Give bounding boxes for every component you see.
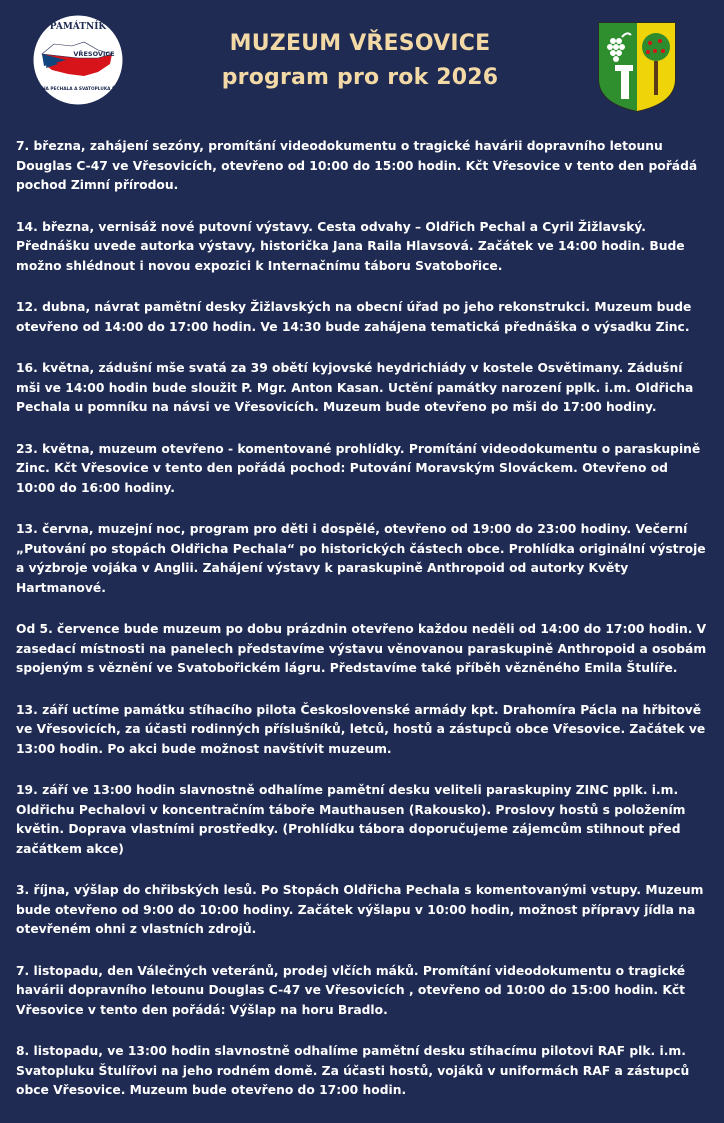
program-item-4: 16. května, zádušní mše svatá za 39 obětí kyjovské heydrichiády v kostele Osvětimany. Zádušní mši ve 14:00 hodin bude sloužit P. Mgr. Anton Kasan. Uctění památky narození pplk. i.m. Oldřicha Pechala u pomníku na návsi ve Vřesovicích. Muzeum bude otevřeno po mši do 17:00 hodiny.	[16, 361, 694, 414]
program-item-11: 7. listopadu, den Válečných veteránů, prodej vlčích máků. Promítání videodokumentu o tragické havárii dopravního letounu Douglas C-47 ve Vřesovicích , otevřeno od 10:00 do 15:00 hodin. Kčt Vřesovice v tento den pořádá: Výšlap na horu Bradlo.	[16, 963, 686, 1017]
logo-top-text: PAMÁTNÍK	[49, 22, 107, 32]
logo-middle-text: VŘESOVICE	[73, 50, 115, 58]
pamatnik-vresovice-logo	[23, 14, 133, 106]
logo-bottom-text: OLDŘICHA PECHALA A SVATOPLUKA ŠTULÍŘE	[23, 87, 133, 92]
page-header	[0, 0, 724, 130]
program-item-2: 14. března, vernisáž nové putovní výstavy. Cesta odvahy – Oldřich Pechal a Cyril Žižlavský. Přednášku uvede autorka výstavy, historička Jana Raila Hlavsová. Začátek ve 14:00 hodin. Bude možno shlédnout i novou expozici k Internačnímu táboru Svatobořice.	[16, 219, 685, 273]
page-title	[160, 28, 560, 96]
program-item-6: 13. června, muzejní noc, program pro děti i dospělé, otevřeno od 19:00 do 23:00 hodiny. Večerní „Putování po stopách Oldřicha Pechala“ po historických částech obce. Prohlídka originální výstroje a výzbroje vojáka v Anglii. Zahájení výstavy k paraskupině Anthropoid od autorky Květy Hartmanové.	[16, 522, 706, 595]
title-line-2: program pro rok 2026	[221, 65, 499, 90]
title-line-1: MUZEUM VŘESOVICE	[229, 31, 491, 56]
program-item-12: 8. listopadu, ve 13:00 hodin slavnostně odhalíme pamětní desku stíhacímu pilotovi RAF plk. i.m. Svatopluku Štulířovi na jeho rodném domě. Za účasti hostů, vojáků v uniformách RAF a zástupců obce Vřesovice. Muzeum bude otevřeno do 17:00 hodin.	[16, 1044, 690, 1097]
program-item-9: 19. září ve 13:00 hodin slavnostně odhalíme pamětní desku veliteli paraskupiny ZINC pplk. i.m. Oldřichu Pechalovi v koncentračním táboře Mauthausen (Rakousko). Proslovy hostů s položením květin. Doprava vlastními prostředky. (Prohlídku tábora doporučujeme zájemcům stihnout před začátkem akce)	[16, 783, 686, 856]
program-item-8: 13. září uctíme památku stíhacího pilota Československé armády kpt. Drahomíra Pácla na hřbitově ve Vřesovicích, za účasti rodinných příslušníků, letců, hostů a zástupců obce Vřesovice. Začátek ve 13:00 hodin. Po akci bude možnost navštívit muzeum.	[16, 702, 706, 756]
program-list	[16, 137, 710, 1123]
program-item-1: 7. března, zahájení sezóny, promítání videodokumentu o tragické havárii dopravního letounu Douglas C-47 ve Vřesovicích, otevřeno od 10:00 do 15:00 hodin. Kčt Vřesovice v tento den pořádá pochod Zimní přírodou.	[16, 139, 698, 192]
program-item-10: 3. října, výšlap do chřibských lesů. Po Stopách Oldřicha Pechala s komentovanými vstupy. Muzeum bude otevřeno od 9:00 do 10:00 hodiny. Začátek výšlapu v 10:00 hodin, možnost přípravy jídla na otevřeném ohni z vlastních zdrojů.	[16, 883, 704, 936]
program-item-3: 12. dubna, návrat pamětní desky Žižlavských na obecní úřad po jeho rekonstrukci. Muzeum bude otevřeno od 14:00 do 17:00 hodin. Ve 14:30 bude zahájena tematická přednáška o výsadku Zinc.	[16, 300, 692, 334]
program-item-7: Od 5. července bude muzeum po dobu prázdnin otevřeno každou neděli od 14:00 do 17:00 hodin. V zasedací místnosti na panelech představíme výstavu věnovanou paraskupině Anthropoid a osobám spojeným s věznění ve Svatobořickém lágru. Představíme také příběh vězněného Emila Štulíře.	[16, 622, 707, 675]
program-item-5: 23. května, muzeum otevřeno - komentované prohlídky. Promítání videodokumentu o paraskupině Zinc. Kčt Vřesovice v tento den pořádá pochod: Putování Moravským Slováckem. Otevřeno od 10:00 do 16:00 hodiny.	[16, 441, 701, 495]
municipal-coat-of-arms	[597, 21, 677, 113]
